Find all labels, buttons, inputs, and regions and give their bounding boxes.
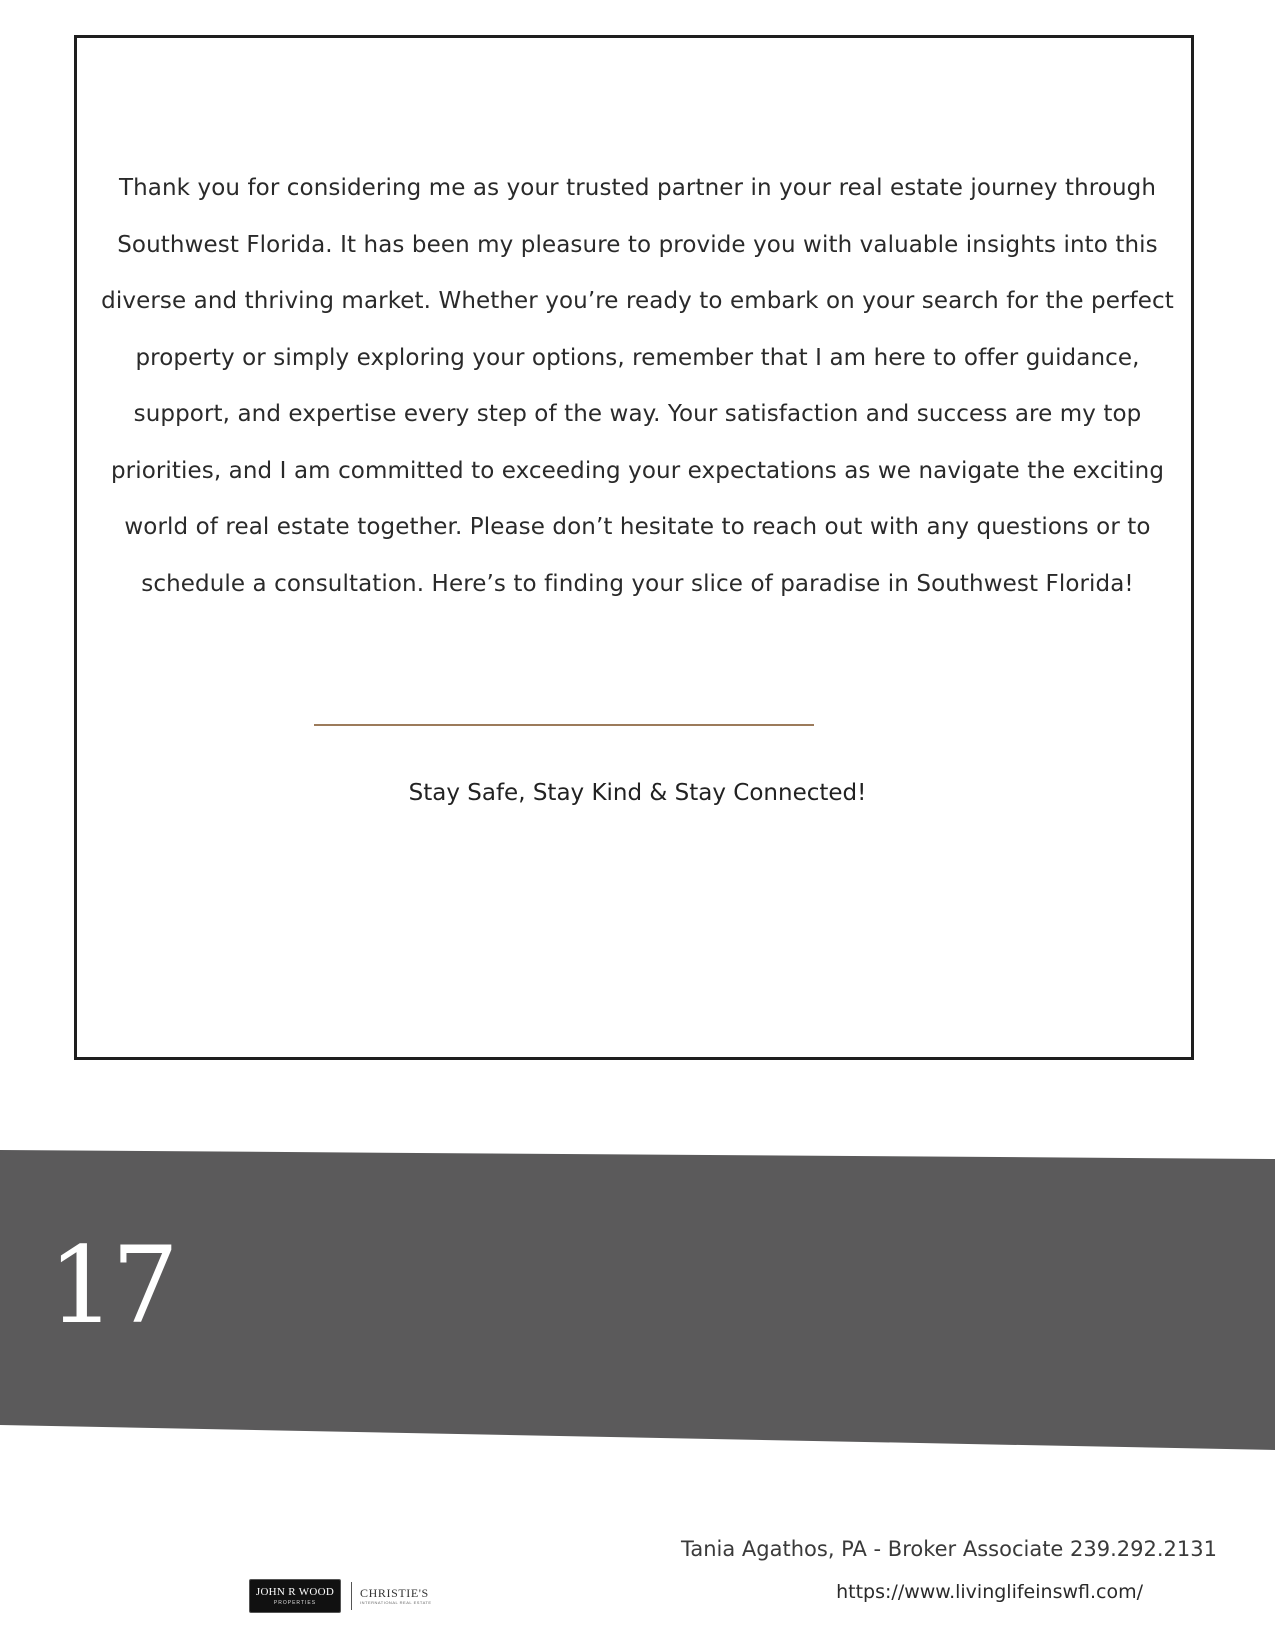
christies-logo-subtitle: INTERNATIONAL REAL ESTATE (360, 1600, 432, 1605)
christies-logo (360, 1587, 432, 1605)
brokerage-logos (249, 1578, 432, 1614)
page-number-band (0, 1150, 1275, 1450)
christies-logo-name: CHRISTIE'S (360, 1586, 429, 1600)
jrw-logo-subtitle: PROPERTIES (273, 1599, 317, 1606)
logo-separator (351, 1582, 352, 1610)
page-number: 17 (48, 1224, 175, 1347)
agent-contact: Tania Agathos, PA - Broker Associate 239.292.2131 (681, 1537, 1217, 1561)
jrw-logo-name: JOHN R WOOD (255, 1585, 335, 1598)
letter-body: Thank you for considering me as your trusted partner in your real estate journey through Southwest Florida. It has been my pleasure to provide you with valuable insights into this diverse and thriving market. Whether you’re ready to embark on your search for the perfect property or simply exploring your options, remember that I am here to offer guidance, support, and expertise every step of the way. Your satisfaction and success are my top priorities, and I am committed to exceeding your expectations as we navigate the exciting world of real estate together. Please don’t hesitate to reach out with any questions or to schedule a consultation. Here’s to finding your slice of paradise in Southwest Florida! (101, 175, 1174, 597)
john-r-wood-logo (249, 1579, 341, 1613)
signoff-text: Stay Safe, Stay Kind & Stay Connected! (408, 780, 867, 806)
divider-line (314, 724, 814, 726)
website-link[interactable]: https://www.livinglifeinswfl.com/ (836, 1581, 1143, 1603)
